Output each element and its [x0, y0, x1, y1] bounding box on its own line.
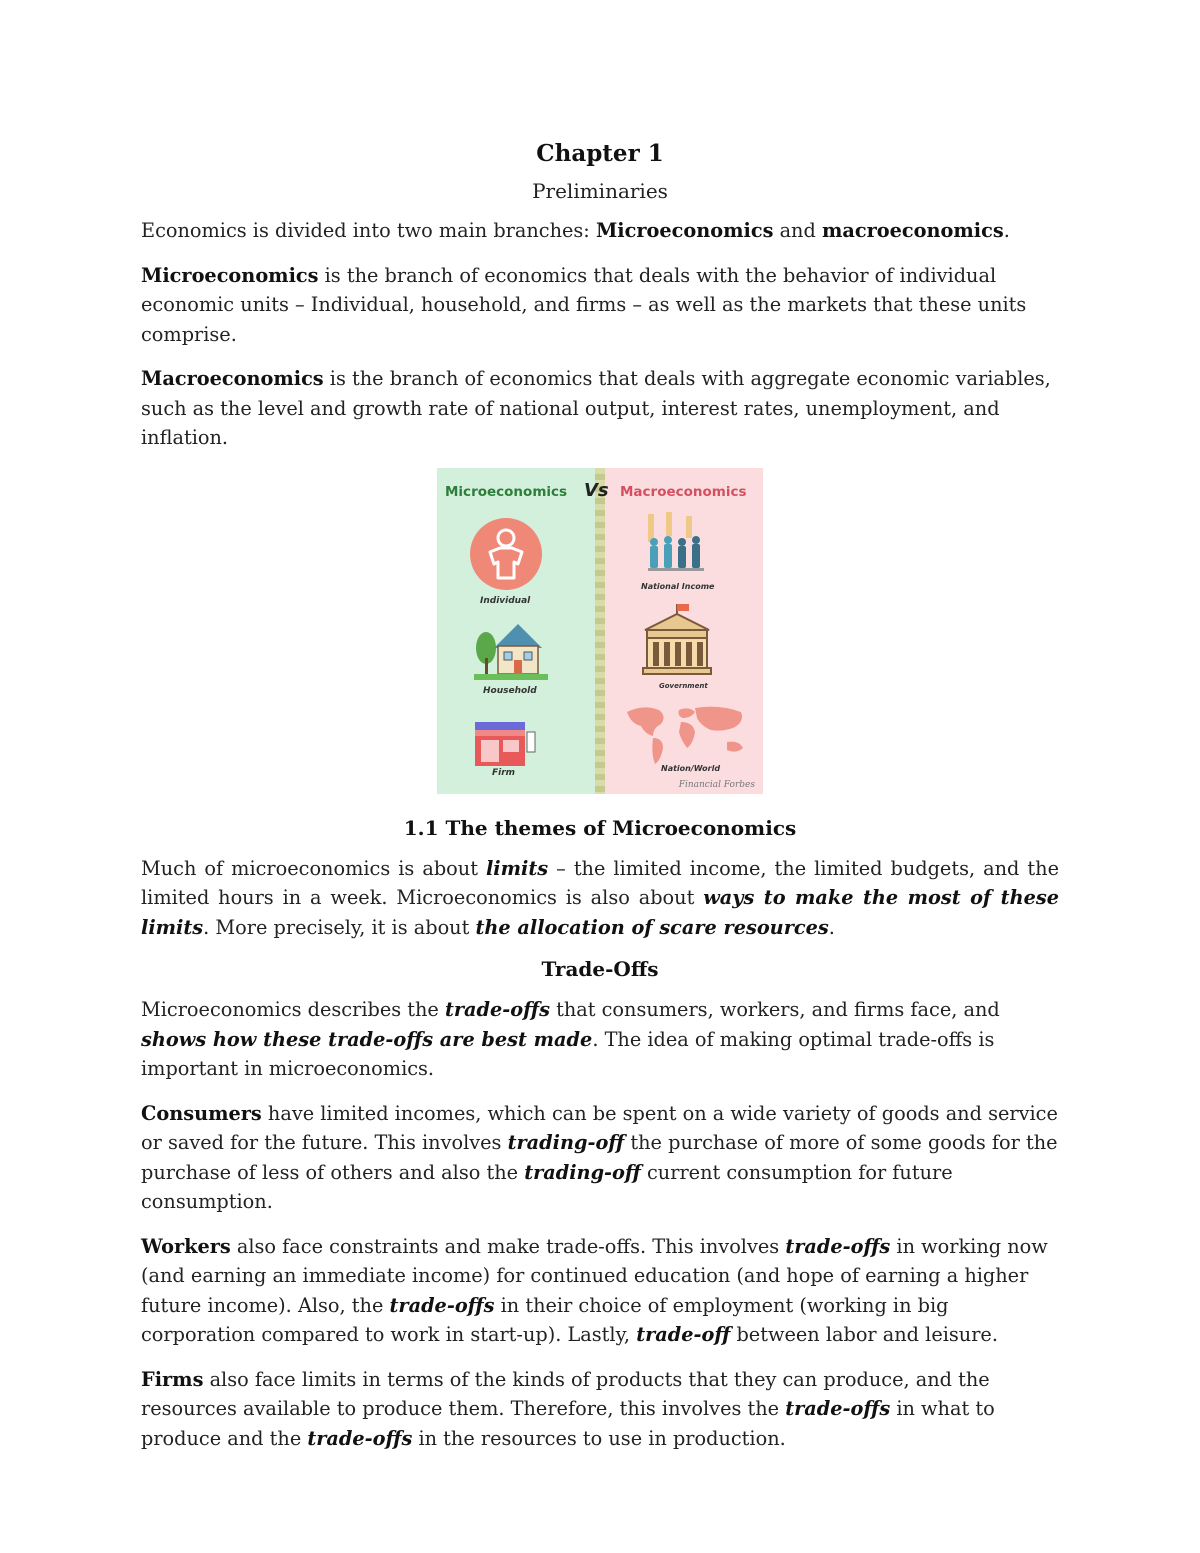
- section-heading-tradeoffs: Trade-Offs: [541, 957, 659, 981]
- caption-national-income: National Income: [641, 581, 715, 591]
- store-icon: [471, 722, 537, 768]
- document-page: [141, 140, 1059, 1468]
- macroeconomics-definition: Macroeconomics is the branch of economics that deals with aggregate economic variables, such as the level and growth rate of national output, interest rates, unemployment, and inflation.: [141, 367, 1051, 449]
- caption-household: Household: [483, 685, 537, 696]
- figure-credit: Financial Forbes: [678, 779, 755, 790]
- figure-vs-label: Vs: [584, 479, 609, 501]
- people-group-icon: [644, 512, 708, 578]
- caption-individual: Individual: [480, 595, 531, 606]
- caption-government: Government: [659, 681, 708, 690]
- tradeoffs-paragraph: Microeconomics describes the trade-offs that consumers, workers, and firms face, and shows how these trade-offs are best made. The idea of making optimal trade-offs is important in microeconomics.: [141, 998, 1000, 1080]
- house-icon: [474, 618, 548, 682]
- microeconomics-definition: Microeconomics is the branch of economics that deals with the behavior of individual economic units – Individual, household, and firms – as well as the markets that these units comprise.: [141, 263, 1027, 346]
- figure-right-title: Macroeconomics: [620, 483, 747, 500]
- caption-nation-world: Nation/World: [661, 763, 721, 773]
- micro-vs-macro-figure: [437, 468, 763, 794]
- section-heading-themes: 1.1 The themes of Microeconomics: [403, 815, 797, 840]
- government-building-icon: [639, 602, 715, 678]
- chapter-title: Chapter 1: [536, 140, 664, 167]
- figure-left-title: Microeconomics: [445, 483, 568, 500]
- consumers-paragraph: Consumers have limited incomes, which can be spent on a wide variety of goods and service or saved for the future. This involves trading-off the purchase of more of some goods for the purchase of less of others and also the trading-off current consumption for future consumption.: [141, 1101, 1058, 1213]
- world-map-icon: [623, 702, 753, 768]
- individual-icon: [470, 518, 542, 590]
- limits-paragraph: Much of microeconomics is about limits – the limited income, the limited budgets, and the limited hours in a week. Microeconomics is also about ways to make the most of these limits. More precisely, it is about the allocation of scare resources.: [141, 856, 1059, 939]
- caption-firm: Firm: [492, 767, 516, 778]
- intro-paragraph: Economics is divided into two main branches: Microeconomics and macroeconomics.: [141, 219, 1010, 242]
- figure-divider: [595, 468, 605, 794]
- firms-paragraph: Firms also face limits in terms of the kinds of products that they can produce, and the resources available to produce them. Therefore, this involves the trade-offs in what to produce and the trade-offs in the resources to use in production.: [141, 1367, 995, 1450]
- workers-paragraph: Workers also face constraints and make trade-offs. This involves trade-offs in working now (and earning an immediate income) for continued education (and hope of earning a higher future income). Also, the trade-offs in their choice of employment (working in big corporation compared to work in start-up). Lastly, trade-off between labor and leisure.: [141, 1234, 1048, 1346]
- figure-container: [141, 468, 1059, 794]
- chapter-subtitle: Preliminaries: [532, 179, 668, 203]
